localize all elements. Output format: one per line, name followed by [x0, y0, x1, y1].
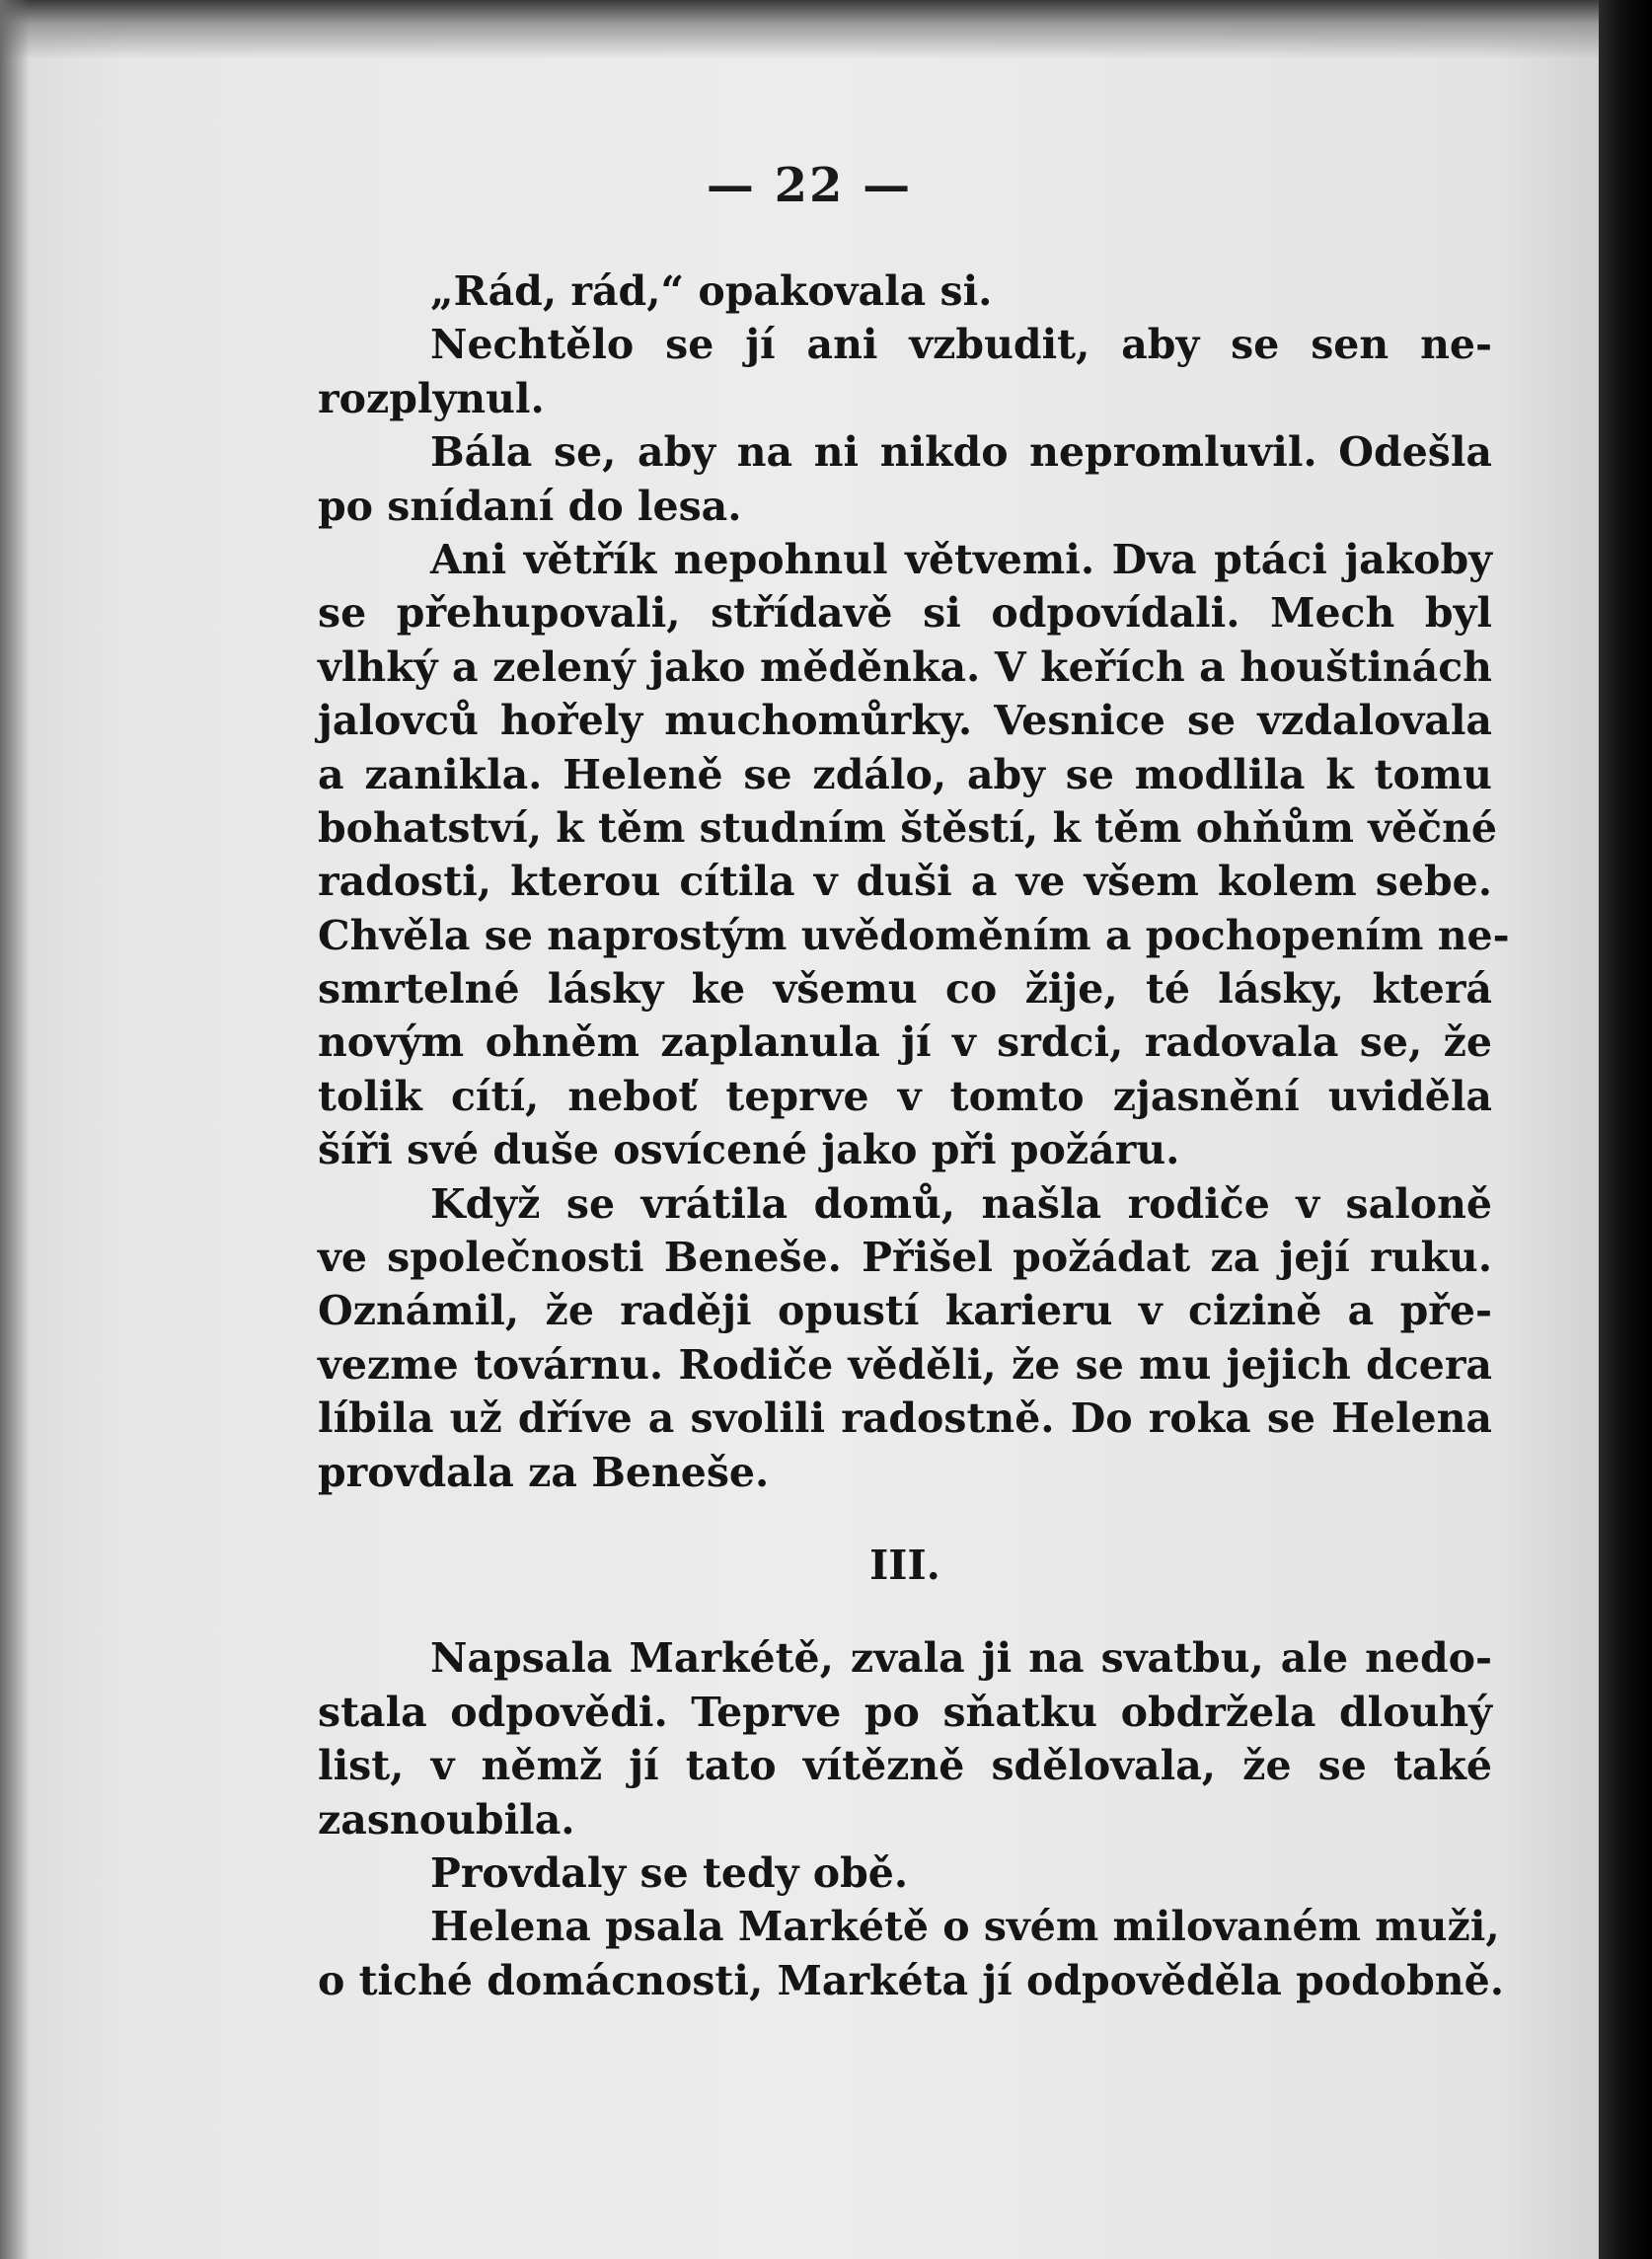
- text-line: vlhký a zelený jako měděnka. V keřích a houštinách: [318, 642, 1492, 691]
- text-line: Nechtělo se jí ani vzbudit, aby se sen ne-: [430, 321, 1492, 369]
- text-line: Bála se, aby na ni nikdo nepromluvil. Odešla: [430, 428, 1492, 477]
- text-line: Provdaly se tedy obě.: [430, 1848, 909, 1897]
- text-line: se přehupovali, střídavě si odpovídali. Mech byl: [318, 589, 1492, 638]
- section-gap: [318, 1499, 1492, 1539]
- text-line: po snídaní do lesa.: [318, 482, 742, 530]
- page-number: — 22 —: [706, 158, 913, 213]
- text-line: Chvěla se naprostým uvědoměním a pochopením ne-: [318, 911, 1510, 959]
- text-line: tolik cítí, neboť teprve v tomto zjasnění uviděla: [318, 1072, 1492, 1120]
- book-binding-edge: [1599, 0, 1652, 2259]
- text-line: ve společnosti Beneše. Přišel požádat za její ruku.: [318, 1234, 1492, 1282]
- text-line: vezme továrnu. Rodiče věděli, že se mu jejich dcera: [318, 1340, 1492, 1389]
- text-line: Když se vrátila domů, našla rodiče v saloně: [430, 1179, 1492, 1228]
- section-heading: III.: [869, 1541, 940, 1589]
- text-line: o tiché domácnosti, Markéta jí odpověděla podobně.: [318, 1956, 1504, 2004]
- text-line: list, v němž jí tato vítězně sdělovala, že se také: [318, 1742, 1492, 1790]
- paragraphs-after-section: [318, 1631, 1504, 2007]
- text-line: novým ohněm zaplanula jí v srdci, radovala se, že: [318, 1018, 1492, 1067]
- text-line: „Rád, rád,“ opakovala si.: [430, 267, 993, 315]
- body-text: [318, 264, 1510, 2007]
- text-line: Oznámil, že raději opustí karieru v cizině a pře-: [318, 1287, 1492, 1335]
- text-line: šíři své duše osvícené jako při požáru.: [318, 1126, 1180, 1174]
- text-line: provdala za Beneše.: [318, 1448, 770, 1496]
- text-line: bohatství, k těm studním štěstí, k těm ohňům věčné: [318, 803, 1498, 852]
- section-gap: [318, 1592, 1492, 1631]
- text-line: Napsala Markétě, zvala ji na svatbu, ale nedo-: [430, 1634, 1492, 1683]
- paragraphs-before-section: [318, 264, 1510, 1499]
- text-line: radosti, kterou cítila v duši a ve všem kolem sebe.: [318, 858, 1492, 906]
- text-line: stala odpovědi. Teprve po sňatku obdržela dlouhý: [318, 1688, 1492, 1736]
- text-line: jalovců hořely muchomůrky. Vesnice se vzdalovala: [318, 697, 1492, 745]
- text-line: rozplynul.: [318, 374, 545, 422]
- text-line: líbila už dříve a svolili radostně. Do roka se Helena: [318, 1394, 1492, 1443]
- text-line: smrtelné lásky ke všemu co žije, té lásky, která: [318, 965, 1492, 1014]
- text-line: zasnoubila.: [318, 1795, 575, 1844]
- text-line: Ani větřík nepohnul větvemi. Dva ptáci jakoby: [430, 535, 1492, 583]
- text-line: a zanikla. Heleně se zdálo, aby se modlila k tomu: [318, 750, 1492, 798]
- top-scan-shadow: [0, 0, 1618, 59]
- text-line: Helena psala Markétě o svém milovaném muži,: [430, 1903, 1500, 1951]
- left-scan-shadow: [0, 0, 30, 2259]
